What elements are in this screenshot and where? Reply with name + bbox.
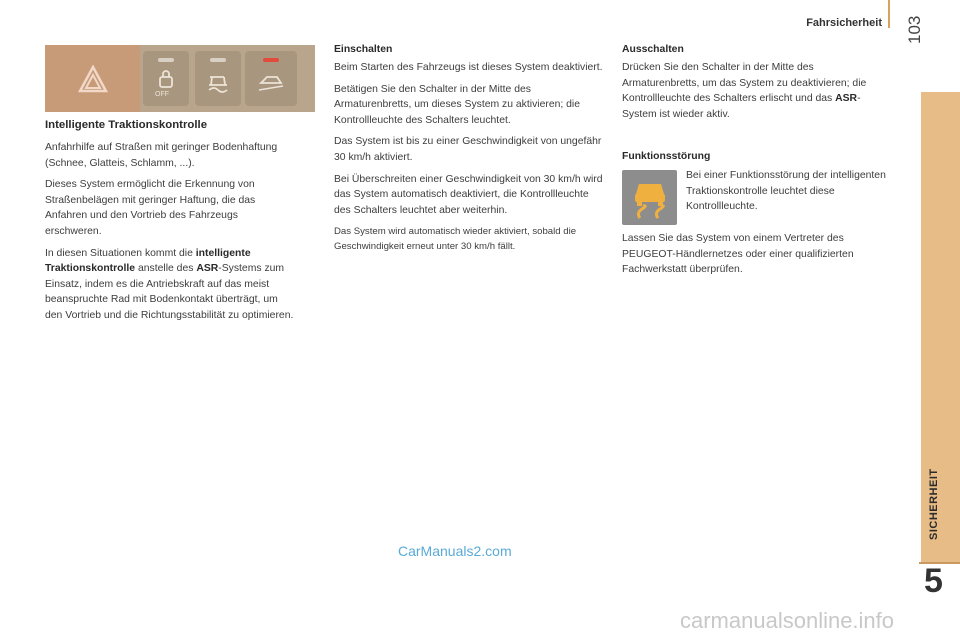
section-heading: Einschalten [334, 44, 393, 55]
hazard-panel [45, 45, 140, 112]
off-label: OFF [155, 91, 169, 98]
paragraph: Das System ist bis zu einer Geschwindigkeit von ungefähr 30 km/h aktiviert. [334, 136, 602, 163]
chapter-label: SICHERHEIT [928, 468, 940, 540]
skidding-car-icon [630, 176, 670, 220]
dashboard-switches-image [45, 45, 315, 112]
watermark-text: carmanualsonline.info [680, 608, 895, 633]
paragraph: In diesen Situationen kommt die intelligente Traktionskontrolle anstelle des ASR-Systems zum Einsatz, indem es die Antriebskraft auf das meist beanspruchte Rad mit Bodenkontakt überträgt, um den Vortrieb und die Richtungsstabilität zu optimieren. [45, 247, 294, 321]
paragraph: Drücken Sie den Schalter in der Mitte des Armaturenbretts, um das System zu deaktivieren; die Kontrollleuchte des Schalters erlischt und das ASR-System ist wieder aktiv. [622, 62, 867, 120]
switch-led-active [263, 58, 279, 62]
grip-control-switch [245, 51, 297, 106]
column-1 [45, 119, 297, 330]
watermark-link[interactable]: CarManuals2.com [398, 543, 512, 559]
switch-led [210, 58, 226, 62]
section-heading: Funktionsstörung [622, 151, 711, 162]
header-rule [888, 0, 890, 28]
paragraph: Bei einer Funktionsstörung der intelligenten Traktionskontrolle leuchtet diese Kontrollleuchte. [686, 170, 886, 213]
child-lock-icon [156, 69, 176, 89]
paragraph: Betätigen Sie den Schalter in der Mitte des Armaturenbretts, um dieses System zu aktivieren; die Kontrollleuchte des Schalters leuchtet. [334, 83, 581, 126]
vehicle-slope-icon [257, 71, 285, 93]
paragraph: Beim Starten des Fahrzeugs ist dieses System deaktiviert. [334, 62, 603, 73]
paragraph: Bei Überschreiten einer Geschwindigkeit von 30 km/h wird das System automatisch deaktiviert, die Kontrollleuchte des Schalters leuchtet aber weiterhin. [334, 173, 603, 216]
traction-warning-lamp [622, 170, 677, 225]
traction-control-icon [206, 71, 230, 93]
lock-off-switch [143, 51, 189, 106]
column-3-service-text [622, 231, 892, 284]
paragraph: Dieses System ermöglicht die Erkennung von Straßenbelägen mit geringer Haftung, die das Anfahren und den Vortrieb des Fahrzeugs erschweren. [45, 179, 256, 237]
hazard-warning-icon [78, 65, 108, 93]
paragraph: Anfahrhilfe auf Straßen mit geringer Bodenhaftung (Schnee, Glatteis, Schlamm, ...). [45, 142, 278, 169]
column-3 [622, 44, 892, 128]
column-3-fault-text [686, 168, 896, 221]
running-header: Fahrsicherheit [806, 17, 882, 29]
page-number: 103 [905, 15, 924, 44]
paragraph: Das System wird automatisch wieder aktiviert, sobald die Geschwindigkeit erneut unter 30 km/h fällt. [334, 226, 577, 253]
switch-led [158, 58, 174, 62]
column-2 [334, 44, 604, 260]
section-heading: Intelligente Traktionskontrolle [45, 119, 208, 131]
chapter-tab [921, 92, 960, 564]
chapter-number: 5 [924, 562, 943, 600]
paragraph: Lassen Sie das System von einem Vertreter des PEUGEOT-Händlernetzes oder einer qualifizierten Fachwerkstatt überprüfen. [622, 233, 854, 276]
section-heading: Ausschalten [622, 44, 684, 55]
traction-switch [195, 51, 241, 106]
